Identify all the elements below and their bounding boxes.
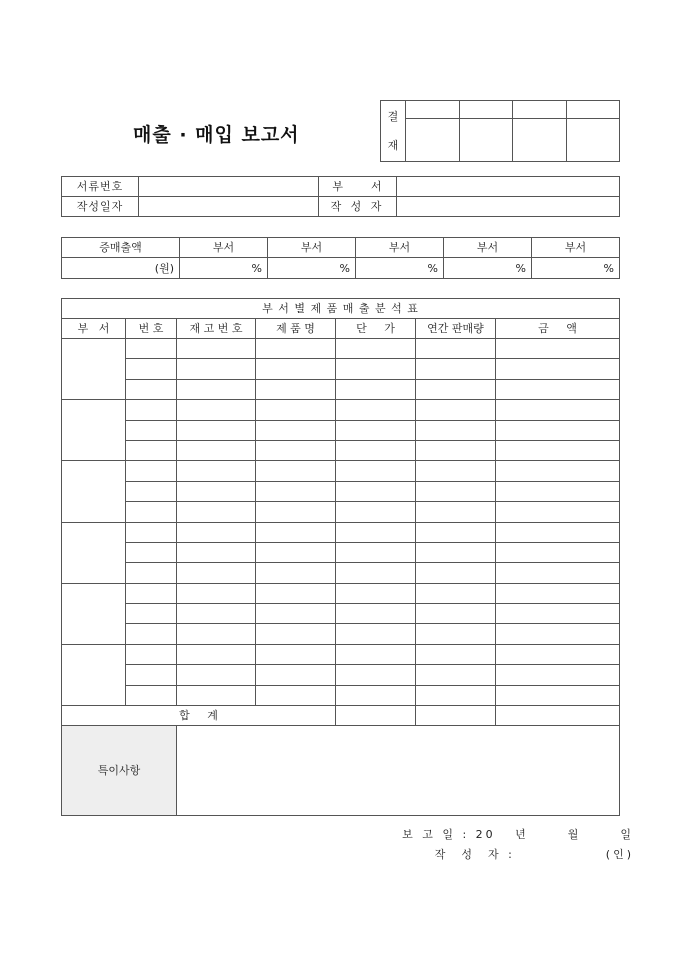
table-row [62,604,620,624]
table-cell[interactable] [496,522,620,542]
table-row [62,481,620,501]
table-cell[interactable] [416,339,496,359]
table-cell[interactable] [336,624,416,644]
dept-group-cell[interactable] [62,522,126,583]
table-row [62,440,620,460]
table-cell[interactable] [126,440,177,460]
dept-header: 부서 [356,238,444,258]
info-table [61,176,620,217]
page-title: 매출 · 매입 보고서 [133,124,300,146]
table-cell[interactable] [496,379,620,399]
table-cell[interactable] [336,400,416,420]
dept-group-cell[interactable] [62,339,126,400]
table-cell[interactable] [416,542,496,562]
table-row [62,522,620,542]
table-cell[interactable] [416,481,496,501]
dept-header: 부서 [532,238,620,258]
table-cell[interactable] [496,502,620,522]
table-cell[interactable] [256,379,336,399]
approval-sign-cell[interactable] [406,119,460,162]
growth-header: 증매출액 [62,238,180,258]
dept-header: 부서 [180,238,268,258]
table-cell[interactable] [336,604,416,624]
table-cell[interactable] [126,420,177,440]
approval-sign-cell[interactable] [566,119,620,162]
table-row [62,665,620,685]
dept-header: 부서 [268,238,356,258]
percent-cell[interactable]: % [532,258,620,279]
table-cell[interactable] [336,461,416,481]
table-cell[interactable] [496,685,620,705]
table-cell[interactable] [496,420,620,440]
table-cell[interactable] [336,339,416,359]
table-cell[interactable] [336,685,416,705]
table-cell[interactable] [256,481,336,501]
table-cell[interactable] [416,583,496,603]
table-cell[interactable] [126,604,177,624]
percent-cell[interactable]: % [444,258,532,279]
table-cell[interactable] [256,440,336,460]
dept-label: 부 서 [319,177,397,197]
table-row [62,379,620,399]
table-cell[interactable] [256,685,336,705]
col-header-product: 제 품 명 [256,319,336,339]
table-cell[interactable] [126,624,177,644]
analysis-body [62,339,620,706]
table-cell[interactable] [177,624,256,644]
author-label: 작 성 자 [319,197,397,217]
approval-sign-cell[interactable] [459,119,513,162]
table-cell[interactable] [496,400,620,420]
table-row [62,685,620,705]
growth-table [61,237,620,279]
dept-group-cell[interactable] [62,400,126,461]
approval-header-cell [406,101,460,119]
col-header-amount: 금 액 [496,319,620,339]
table-cell[interactable] [256,400,336,420]
table-cell[interactable] [416,624,496,644]
table-cell[interactable] [416,461,496,481]
table-cell[interactable] [177,400,256,420]
col-header-stock-no: 재 고 번 호 [177,319,256,339]
table-cell[interactable] [256,583,336,603]
table-row [62,563,620,583]
table-cell[interactable] [336,379,416,399]
approval-label: 결 재 [381,101,406,162]
table-cell[interactable] [177,563,256,583]
author-field[interactable] [397,197,620,217]
table-cell[interactable] [256,604,336,624]
total-cell[interactable] [416,706,496,726]
table-cell[interactable] [336,359,416,379]
report-date: 보 고 일 : 20 년 월 일 [402,828,634,841]
table-row [62,461,620,481]
table-cell[interactable] [177,542,256,562]
notes-field[interactable] [177,726,620,816]
approval-box [380,100,620,162]
approval-header-cell [513,101,567,119]
report-author: 작 성 자 : (인) [434,848,634,861]
percent-cell[interactable]: % [356,258,444,279]
table-cell[interactable] [256,624,336,644]
table-cell[interactable] [496,339,620,359]
approval-header-cell [459,101,513,119]
total-label: 합 계 [62,706,336,726]
table-cell[interactable] [496,644,620,664]
table-cell[interactable] [496,542,620,562]
table-cell[interactable] [256,420,336,440]
table-cell[interactable] [496,461,620,481]
table-cell[interactable] [416,665,496,685]
table-cell[interactable] [177,481,256,501]
table-cell[interactable] [256,339,336,359]
table-row [62,420,620,440]
table-cell[interactable] [177,522,256,542]
table-row [62,624,620,644]
table-cell[interactable] [126,542,177,562]
table-cell[interactable] [256,522,336,542]
table-cell[interactable] [126,379,177,399]
table-cell[interactable] [177,604,256,624]
table-cell[interactable] [177,420,256,440]
dept-group-cell[interactable] [62,461,126,522]
table-cell[interactable] [496,440,620,460]
table-cell[interactable] [126,339,177,359]
approval-header-cell [566,101,620,119]
table-cell[interactable] [336,502,416,522]
col-header-unit-price: 단 가 [336,319,416,339]
table-cell[interactable] [177,644,256,664]
table-cell[interactable] [126,583,177,603]
dept-header: 부서 [444,238,532,258]
doc-no-field[interactable] [139,177,319,197]
table-cell[interactable] [126,502,177,522]
analysis-table [61,298,620,816]
table-cell[interactable] [336,481,416,501]
doc-no-label: 서류번호 [62,177,139,197]
table-cell[interactable] [256,502,336,522]
table-cell[interactable] [336,420,416,440]
table-cell[interactable] [126,481,177,501]
table-row [62,339,620,359]
table-cell[interactable] [496,665,620,685]
table-cell[interactable] [416,604,496,624]
table-cell[interactable] [126,685,177,705]
table-cell[interactable] [416,685,496,705]
date-label: 작성일자 [62,197,139,217]
table-cell[interactable] [177,461,256,481]
table-cell[interactable] [256,359,336,379]
table-cell[interactable] [256,461,336,481]
table-cell[interactable] [256,563,336,583]
table-cell[interactable] [416,522,496,542]
table-cell[interactable] [126,665,177,685]
col-header-annual-sales: 연간 판매량 [416,319,496,339]
table-cell[interactable] [416,359,496,379]
table-cell[interactable] [336,583,416,603]
notes-label: 특이사항 [62,726,177,816]
approval-sign-cell[interactable] [513,119,567,162]
table-cell[interactable] [177,685,256,705]
table-cell[interactable] [496,604,620,624]
table-cell[interactable] [177,583,256,603]
percent-cell[interactable]: % [180,258,268,279]
table-cell[interactable] [126,563,177,583]
dept-group-cell[interactable] [62,644,126,705]
table-cell[interactable] [126,400,177,420]
table-cell[interactable] [416,420,496,440]
col-header-dept: 부 서 [62,319,126,339]
dept-group-cell[interactable] [62,583,126,644]
dept-field[interactable] [397,177,620,197]
table-cell[interactable] [177,665,256,685]
table-row [62,542,620,562]
table-cell[interactable] [336,665,416,685]
table-cell[interactable] [256,542,336,562]
col-header-number: 번 호 [126,319,177,339]
table-cell[interactable] [177,339,256,359]
table-cell[interactable] [336,644,416,664]
unit-cell[interactable]: (원) [62,258,180,279]
table-cell[interactable] [416,563,496,583]
table-cell[interactable] [416,400,496,420]
table-cell[interactable] [177,379,256,399]
table-row [62,502,620,522]
table-cell[interactable] [416,502,496,522]
total-cell[interactable] [336,706,416,726]
table-cell[interactable] [336,542,416,562]
table-cell[interactable] [126,461,177,481]
table-cell[interactable] [416,644,496,664]
table-row [62,644,620,664]
table-cell[interactable] [336,522,416,542]
table-row [62,359,620,379]
table-cell[interactable] [336,440,416,460]
table-cell[interactable] [496,481,620,501]
table-cell[interactable] [126,522,177,542]
table-cell[interactable] [177,502,256,522]
table-cell[interactable] [256,665,336,685]
percent-cell[interactable]: % [268,258,356,279]
table-cell[interactable] [177,440,256,460]
table-row [62,583,620,603]
table-cell[interactable] [496,583,620,603]
table-cell[interactable] [177,359,256,379]
table-cell[interactable] [336,563,416,583]
table-cell[interactable] [256,644,336,664]
table-cell[interactable] [126,359,177,379]
table-cell[interactable] [416,440,496,460]
total-cell[interactable] [496,706,620,726]
table-row [62,400,620,420]
date-field[interactable] [139,197,319,217]
table-cell[interactable] [126,644,177,664]
table-cell[interactable] [416,379,496,399]
analysis-title: 부 서 별 제 품 매 출 분 석 표 [62,299,620,319]
table-cell[interactable] [496,624,620,644]
table-cell[interactable] [496,359,620,379]
table-cell[interactable] [496,563,620,583]
